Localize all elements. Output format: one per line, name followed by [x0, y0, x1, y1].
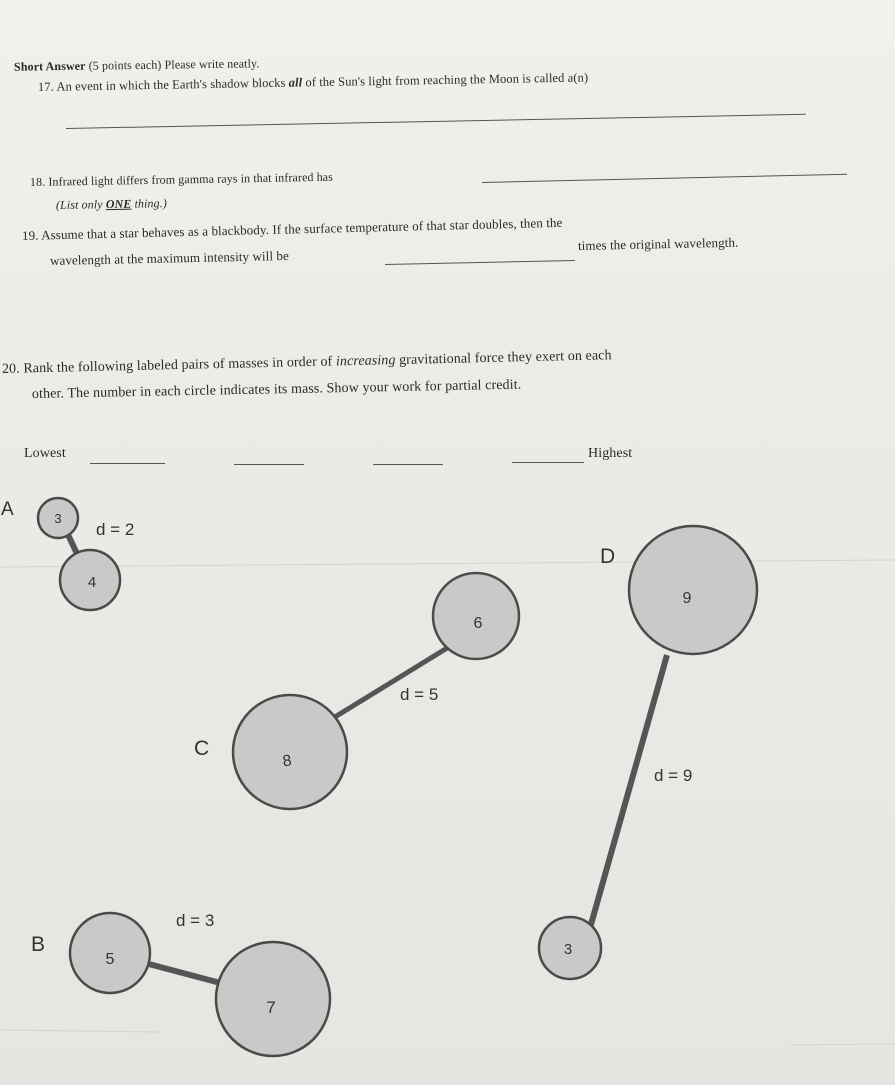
pair-c-label: C [194, 737, 210, 760]
pair-d-distance: d = 9 [654, 766, 693, 785]
q18-note-end: thing.) [131, 196, 167, 211]
q17-emphasis: all [288, 75, 303, 90]
pair-b [31, 911, 330, 1056]
pair-b-mass-2-value: 7 [266, 998, 276, 1017]
q20-emphasis: increasing [335, 353, 396, 370]
pair-d [539, 526, 757, 979]
pair-c-rod [330, 645, 452, 720]
pair-a [1, 498, 134, 610]
pair-d-mass-1 [629, 526, 757, 654]
q18-text: 18. Infrared light differs from gamma rays in that infrared has [29, 169, 334, 189]
section-instructions: (5 points each) Please write neatly. [88, 56, 260, 73]
pair-b-rod [145, 963, 228, 985]
pair-c-mass-2-value: 6 [473, 615, 483, 632]
q17-text: 17. An event in which the Earth's shadow blocks [37, 75, 289, 94]
pair-a-label: A [1, 499, 14, 520]
pair-b-distance: d = 3 [176, 911, 215, 930]
pair-d-mass-2-value: 3 [563, 941, 573, 958]
q18-note-start: (List only [55, 197, 106, 212]
pair-a-distance: d = 2 [96, 520, 135, 539]
ranking-highest-label: Highest [588, 446, 633, 461]
question-19-line2: wavelength at the maximum intensity will be [49, 247, 290, 268]
question-19-tail: times the original wavelength. [577, 234, 739, 253]
q17-text-end: of the Sun's light from reaching the Moon is called a(n) [302, 70, 589, 90]
pair-c [194, 573, 519, 809]
ranking-lowest-label: Lowest [24, 446, 66, 461]
pair-b-mass-1-value: 5 [105, 951, 115, 968]
pair-a-mass-1-value: 3 [54, 511, 62, 526]
question-19-line1: 19. Assume that a star behaves as a blackbody. If the surface temperature of that star doubles, then the [21, 214, 563, 243]
pair-d-rod [590, 655, 667, 928]
pair-c-mass-1-value: 8 [281, 752, 293, 771]
q20-text-end: gravitational force they exert on each [395, 348, 612, 369]
question-20-line2: other. The number in each circle indicates its mass. Show your work for partial credit. [31, 377, 522, 402]
pair-d-mass-1-value: 9 [682, 590, 692, 607]
section-title: Short Answer [13, 58, 86, 74]
pair-d-label: D [600, 545, 616, 568]
pair-b-label: B [31, 933, 46, 956]
pair-c-distance: d = 5 [400, 685, 439, 704]
pair-a-mass-2-value: 4 [87, 574, 97, 591]
q20-text: 20. Rank the following labeled pairs of masses in order of [1, 354, 337, 377]
q18-note-emphasis: ONE [105, 196, 132, 212]
